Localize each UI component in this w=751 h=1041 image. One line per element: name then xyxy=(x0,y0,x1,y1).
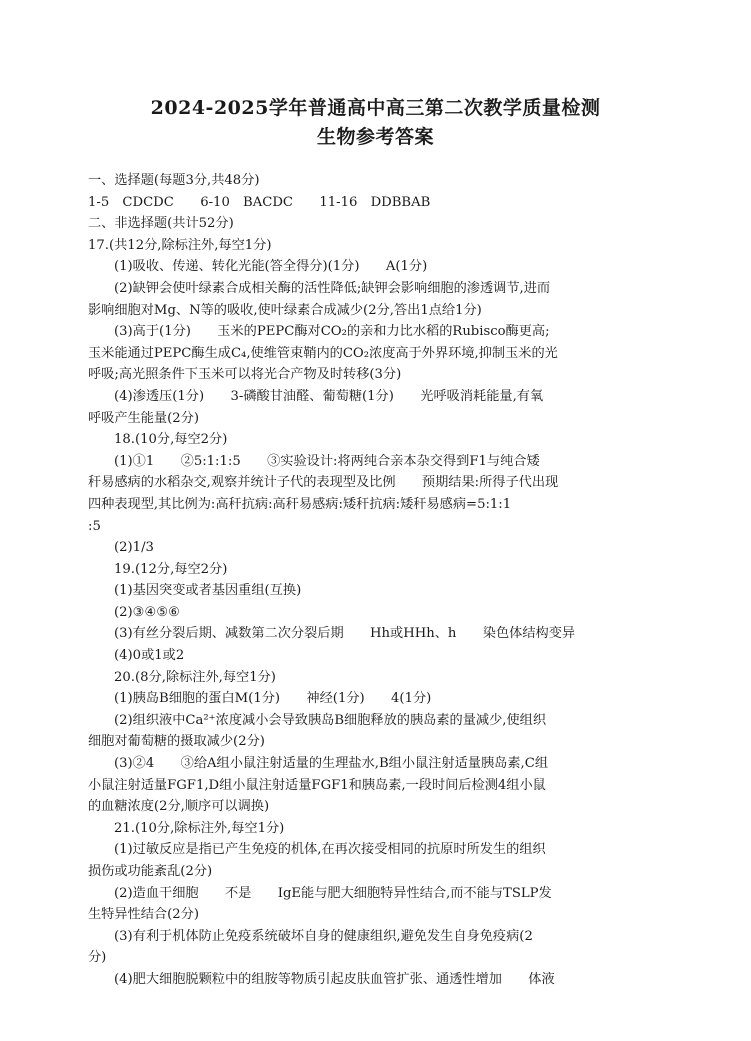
page-subtitle: 生物参考答案 xyxy=(316,126,434,148)
answer-line: :5 xyxy=(88,518,101,534)
answer-line: (1)吸收、传递、转化光能(答全得分)(1分) A(1分) xyxy=(114,259,428,275)
answer-line: 四种表现型,其比例为:高秆抗病:高秆易感病:矮秆抗病:矮秆易感病=5:1:1 xyxy=(88,496,512,512)
answer-line: (1)①1 ②5:1:1:5 ③实验设计:将两纯合亲本杂交得到F1与纯合矮 xyxy=(114,453,540,469)
answer-line: 21.(10分,除标注外,每空1分) xyxy=(114,820,285,836)
answer-line: 小鼠注射适量FGF1,D组小鼠注射适量FGF1和胰岛素,一段时间后检测4组小鼠 xyxy=(88,777,546,793)
answer-line: (1)胰岛B细胞的蛋白M(1分) 神经(1分) 4(1分) xyxy=(114,691,432,707)
answer-line: 呼吸产生能量(2分) xyxy=(88,410,199,426)
answer-line: 17.(共12分,除标注外,每空1分) xyxy=(88,237,272,253)
answer-line: (4)渗透压(1分) 3-磷酸甘油醛、葡萄糖(1分) 光呼吸消耗能量,有氧 xyxy=(114,388,544,404)
answer-body xyxy=(88,170,688,991)
answer-line: (4)肥大细胞脱颗粒中的组胺等物质引起皮肤血管扩张、通透性增加 体液 xyxy=(114,971,555,987)
answer-line: 二、非选择题(共计52分) xyxy=(88,216,234,232)
page-title: 2024-2025学年普通高中高三第二次教学质量检测 xyxy=(150,97,601,119)
answer-line: (3)高于(1分) 玉米的PEPC酶对CO₂的亲和力比水稻的Rubisco酶更高; xyxy=(114,324,550,340)
answer-line: (2)1/3 xyxy=(114,540,154,556)
answer-line: 1-5 CDCDC 6-10 BACDC 11-16 DDBBAB xyxy=(88,194,431,210)
answer-line: (3)②4 ③给A组小鼠注射适量的生理盐水,B组小鼠注射适量胰岛素,C组 xyxy=(114,756,549,772)
answer-line: 20.(8分,除标注外,每空1分) xyxy=(114,669,276,685)
answer-line: 的血糖浓度(2分,顺序可以调换) xyxy=(88,799,270,815)
answer-line: (2)组织液中Ca²⁺浓度减小会导致胰岛B细胞释放的胰岛素的量减少,使组织 xyxy=(114,712,547,728)
answer-line: 一、选择题(每题3分,共48分) xyxy=(88,173,260,188)
answer-line: (1)基因突变或者基因重组(互换) xyxy=(114,583,302,599)
answer-line: (2)③④⑤⑥ xyxy=(114,604,180,620)
answer-line: 呼吸;高光照条件下玉米可以将光合产物及时转移(3分) xyxy=(88,367,402,383)
answer-line: 秆易感病的水稻杂交,观察并统计子代的表现型及比例 预期结果:所得子代出现 xyxy=(88,475,559,491)
answer-line: 18.(10分,每空2分) xyxy=(114,432,228,448)
answer-line: (2)造血干细胞 不是 IgE能与肥大细胞特异性结合,而不能与TSLP发 xyxy=(114,885,552,901)
answer-line: (4)0或1或2 xyxy=(114,648,185,664)
answer-line: (1)过敏反应是指已产生免疫的机体,在再次接受相同的抗原时所发生的组织 xyxy=(114,842,546,858)
answer-line: 分) xyxy=(88,950,107,966)
answer-line: (3)有丝分裂后期、减数第二次分裂后期 Hh或HHh、h 染色体结构变异 xyxy=(114,626,576,642)
answer-line: 影响细胞对Mg、N等的吸收,使叶绿素合成减少(2分,答出1点给1分) xyxy=(88,302,482,318)
answer-line: (2)缺钾会使叶绿素合成相关酶的活性降低;缺钾会影响细胞的渗透调节,进而 xyxy=(114,280,551,296)
answer-line: 生特异性结合(2分) xyxy=(88,907,199,923)
answer-line: 细胞对葡萄糖的摄取减少(2分) xyxy=(88,734,265,750)
answer-line: (3)有利于机体防止免疫系统破坏自身的健康组织,避免发生自身免疫病(2 xyxy=(114,928,533,944)
answer-line: 19.(12分,每空2分) xyxy=(114,561,228,577)
answer-line: 损伤或功能紊乱(2分) xyxy=(88,864,213,879)
answer-line: 玉米能通过PEPC酶生成C₄,使维管束鞘内的CO₂浓度高于外界环境,抑制玉米的光 xyxy=(88,345,558,361)
